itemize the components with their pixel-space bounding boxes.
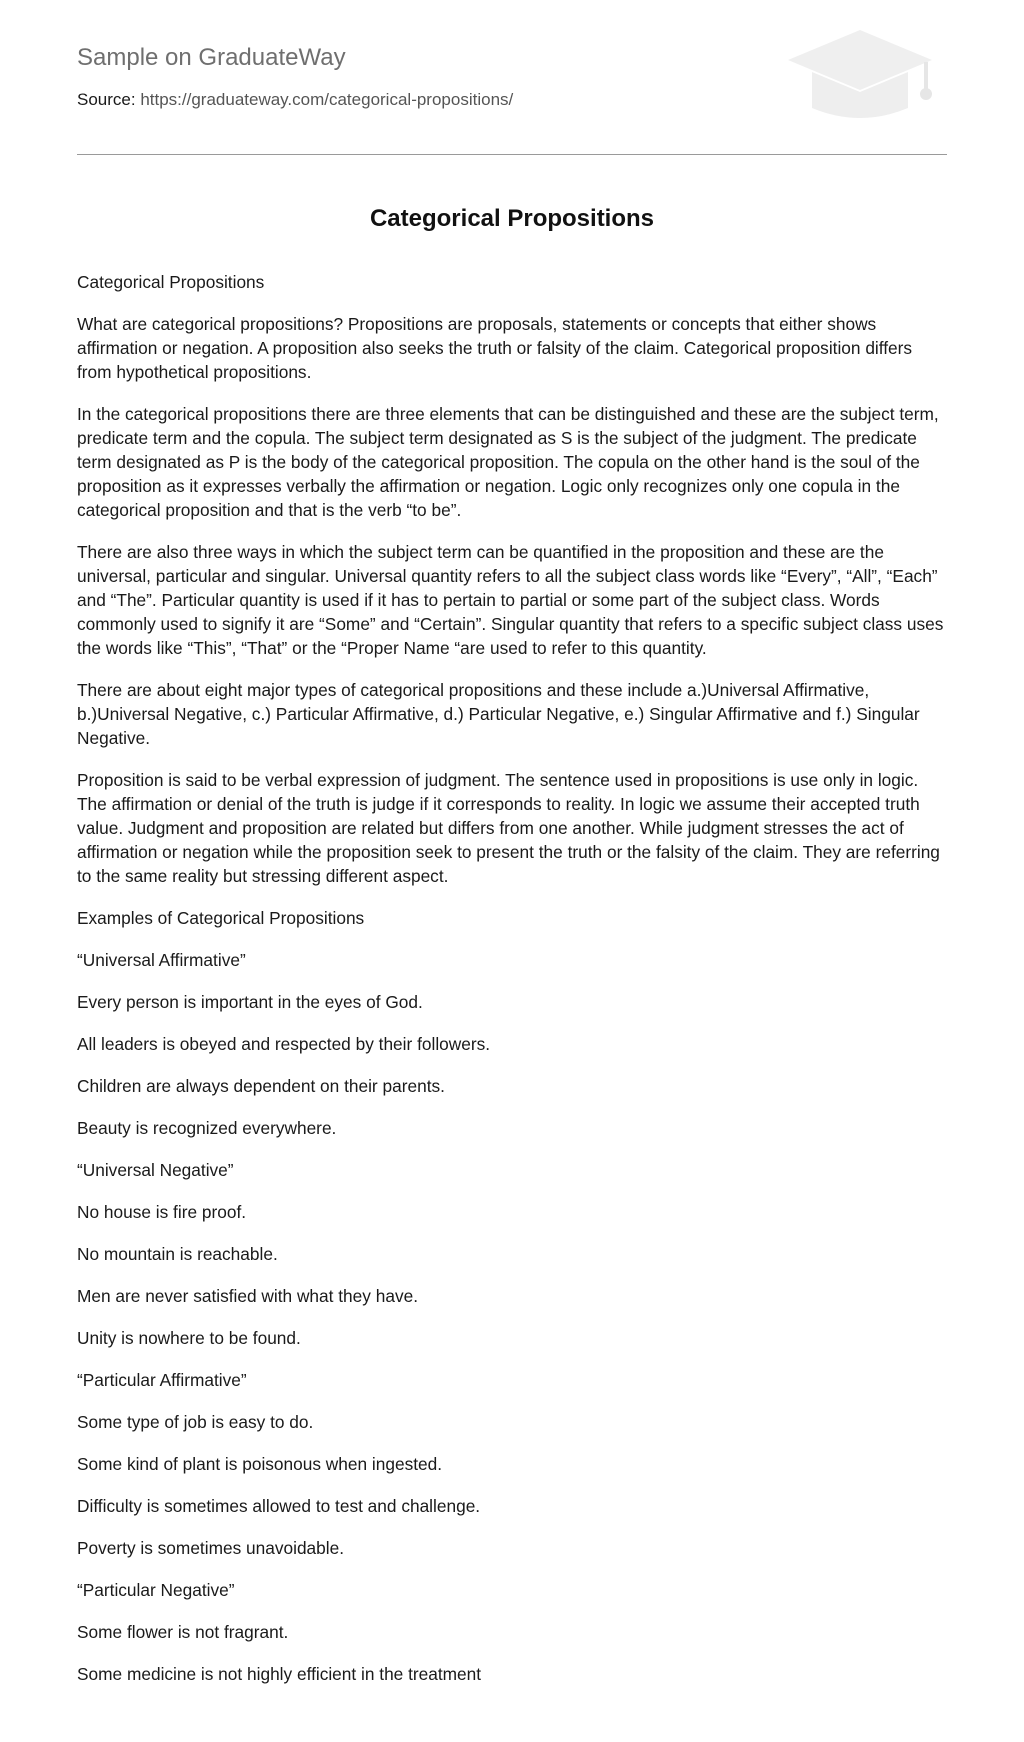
example-line: Poverty is sometimes unavoidable. bbox=[77, 1538, 345, 1558]
example-line: Difficulty is sometimes allowed to test and challenge. bbox=[77, 1496, 481, 1516]
example-line: Some medicine is not highly efficient in the treatment bbox=[77, 1664, 482, 1684]
example-line: Every person is important in the eyes of God. bbox=[77, 992, 423, 1012]
example-line: Unity is nowhere to be found. bbox=[77, 1328, 301, 1348]
category-label: “Universal Affirmative” bbox=[77, 950, 246, 970]
category-label: “Universal Negative” bbox=[77, 1160, 234, 1180]
category-label: “Particular Affirmative” bbox=[77, 1370, 247, 1390]
graduation-cap-icon bbox=[780, 28, 940, 130]
paragraph: What are categorical propositions? Propositions are proposals, statements or concepts that either shows affirmation or negation. A proposition also seeks the truth or falsity of the claim. Categorical proposition differs from hypothetical propositions. bbox=[77, 314, 913, 382]
header-divider bbox=[77, 154, 947, 155]
paragraph: Categorical Propositions bbox=[77, 272, 265, 292]
example-line: Some flower is not fragrant. bbox=[77, 1622, 289, 1642]
document-body bbox=[77, 270, 947, 1704]
paragraph: Proposition is said to be verbal expression of judgment. The sentence used in propositions is use only in logic. The affirmation or denial of the truth is judge if it corresponds to reality. In logic we assume their accepted truth value. Judgment and proposition are related but differs from one another. While judgment stresses the act of affirmation or negation while the proposition seek to present the truth or the falsity of the claim. They are referring to the same reality but stressing different aspect. bbox=[77, 770, 940, 886]
site-title: Sample on GraduateWay bbox=[77, 44, 346, 71]
document-title: Categorical Propositions bbox=[369, 205, 655, 232]
example-line: Beauty is recognized everywhere. bbox=[77, 1118, 337, 1138]
example-line: No house is fire proof. bbox=[77, 1202, 247, 1222]
source-label: Source: bbox=[77, 90, 141, 109]
example-line: All leaders is obeyed and respected by their followers. bbox=[77, 1034, 491, 1054]
source-line bbox=[77, 90, 513, 110]
example-line: Children are always dependent on their parents. bbox=[77, 1076, 445, 1096]
page-header bbox=[77, 0, 947, 156]
example-line: No mountain is reachable. bbox=[77, 1244, 278, 1264]
section-heading: Examples of Categorical Propositions bbox=[77, 908, 365, 928]
paragraph: There are also three ways in which the subject term can be quantified in the proposition and these are the universal, particular and singular. Universal quantity refers to all the subject class words like “Every”, “All”, “Each” and “The”. Particular quantity is used if it has to pertain to partial or some part of the subject class. Words commonly used to signify it are “Some” and “Certain”. Singular quantity that refers to a specific subject class uses the words like “This”, “That” or the “Proper Name “are used to refer to this quantity. bbox=[77, 542, 944, 658]
example-line: Some type of job is easy to do. bbox=[77, 1412, 314, 1432]
paragraph: There are about eight major types of categorical propositions and these include a.)Universal Affirmative, b.)Universal Negative, c.) Particular Affirmative, d.) Particular Negative, e.) Singular Affirmative and f.) Singular Negative. bbox=[77, 680, 920, 748]
source-link[interactable]: https://graduateway.com/categorical-propositions/ bbox=[140, 90, 514, 109]
example-line: Men are never satisfied with what they have. bbox=[77, 1286, 419, 1306]
category-label: “Particular Negative” bbox=[77, 1580, 235, 1600]
example-line: Some kind of plant is poisonous when ingested. bbox=[77, 1454, 443, 1474]
paragraph: In the categorical propositions there are three elements that can be distinguished and these are the subject term, predicate term and the copula. The subject term designated as S is the subject of the judgment. The predicate term designated as P is the body of the categorical proposition. The copula on the other hand is the soul of the proposition as it expresses verbally the affirmation or negation. Logic only recognizes only one copula in the categorical proposition and that is the verb “to be”. bbox=[77, 404, 939, 520]
